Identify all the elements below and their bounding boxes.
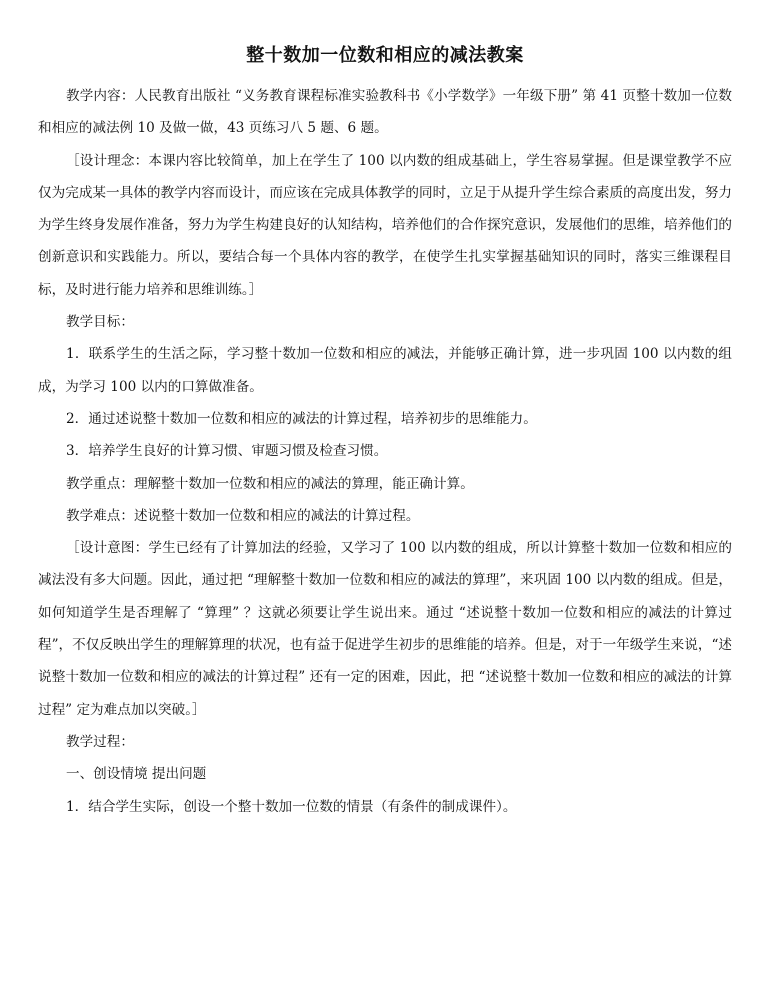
paragraph-key-point: 教学重点：理解整十数加一位数和相应的减法的算理，能正确计算。: [66, 475, 474, 492]
document-title: 整十数加一位数和相应的减法教案: [246, 45, 524, 66]
paragraph-objective-1: 1．联系学生的生活之际，学习整十数加一位数和相应的减法，并能够正确计算，进一步巩固 100 以内数的组成，为学习 100 以内的口算做准备。: [38, 346, 732, 395]
paragraph-section-1-item-1: 1．结合学生实际，创设一个整十数加一位数的情景（有条件的制成课件）。: [66, 798, 517, 815]
paragraph-objective-3: 3．培养学生良好的计算习惯、审题习惯及检查习惯。: [66, 443, 388, 460]
paragraph-design-intent: ［设计意图：学生已经有了计算加法的经验，又学习了 100 以内数的组成，所以计算整十数加一位数和相应的减法没有多大问题。因此，通过把 “理解整十数加一位数和相应的减法的算理”，来巩固 100 以内数的组成。但是，如何知道学生是否理解了 “算理” ？这就必须要让学生说出来。通过 “述说整十数加一位数和相应的减法的计算过程”，不仅反映出学生的理解算理的状况，也有益于促进学生初步的思维能的培养。但是，对于一年级学生来说，“述说整十数加一位数和相应的减法的计算过程” 还有一定的困难，因此，把 “述说整十数加一位数和相应的减法的计算过程” 定为难点加以突破。］: [38, 540, 732, 718]
paragraph-teaching-content: 教学内容：人民教育出版社 “义务教育课程标准实验教科书《小学数学》一年级下册” 第 41 页整十数加一位数和相应的减法例 10 及做一做，43 页练习八 5 题、6 题。: [38, 88, 732, 137]
document-page: [38, 44, 732, 823]
paragraph-objective-2: 2．通过述说整十数加一位数和相应的减法的计算过程，培养初步的思维能力。: [66, 410, 537, 427]
paragraph-objectives-heading: 教学目标：: [66, 314, 134, 331]
paragraph-process-heading: 教学过程：: [66, 733, 134, 750]
paragraph-section-1-heading: 一、创设情境 提出问题: [66, 766, 207, 783]
paragraph-design-concept: ［设计理念：本课内容比较简单，加上在学生了 100 以内数的组成基础上，学生容易掌握。但是课堂教学不应仅为完成某一具体的教学内容而设计，而应该在完成具体教学的同时，立足于从提升学生综合素质的高度出发，努力为学生终身发展作准备，努力为学生构建良好的认知结构，培养他们的合作探究意识，发展他们的思维，培养他们的创新意识和实践能力。所以，要结合每一个具体内容的教学，在使学生扎实掌握基础知识的同时，落实三维课程目标，及时进行能力培养和思维训练。］: [38, 152, 732, 298]
paragraph-difficulty: 教学难点：述说整十数加一位数和相应的减法的计算过程。: [66, 507, 420, 524]
